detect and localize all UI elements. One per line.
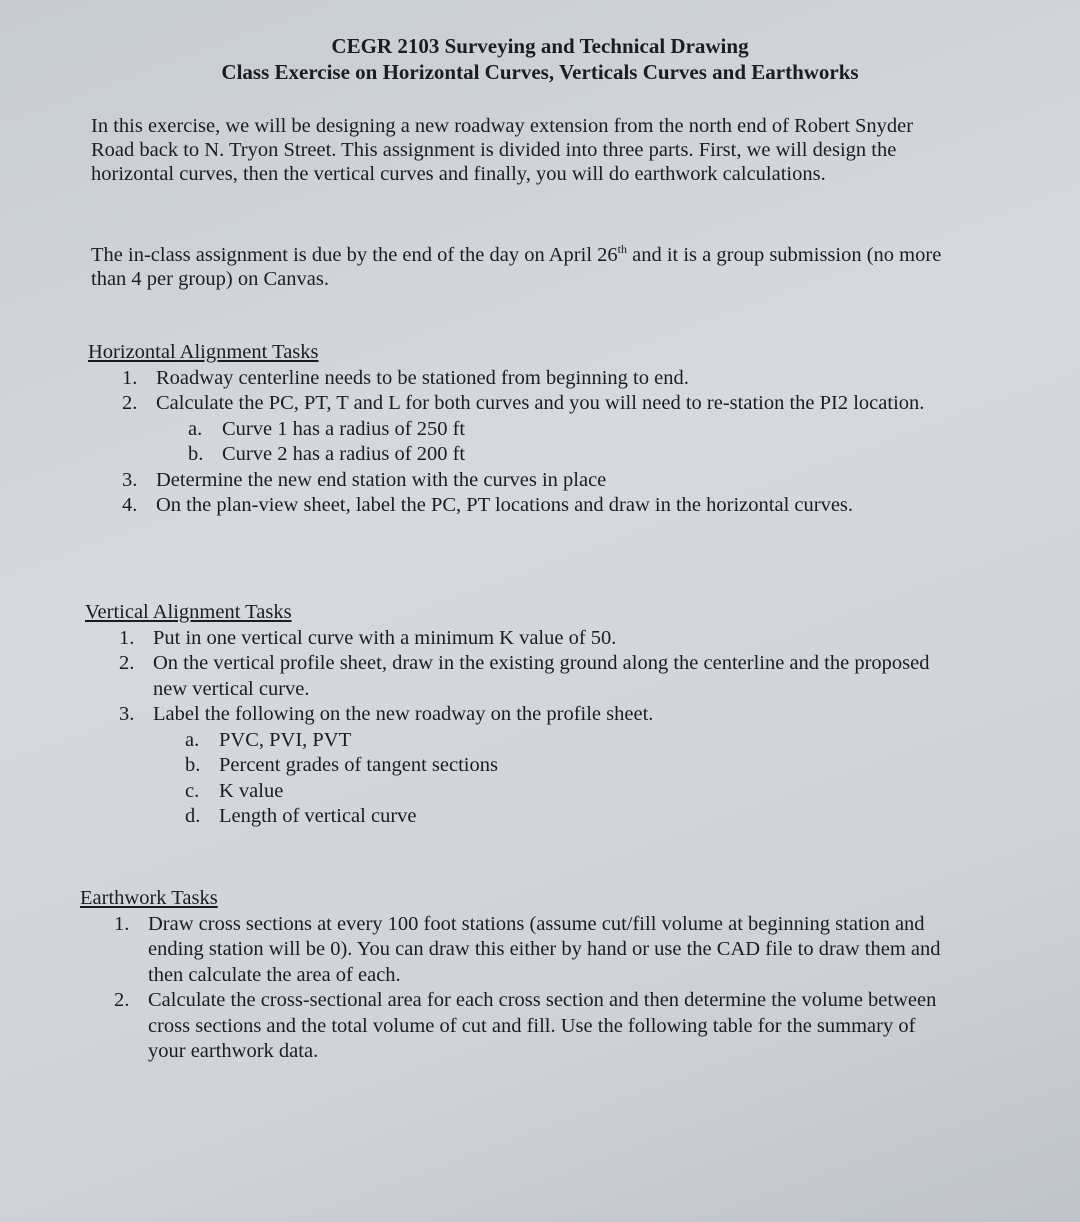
sub-list-item [85,779,945,805]
horizontal-section [88,340,948,519]
item-text: Calculate the cross-sectional area for each cross section and then determine the volume between cross sections and the total volume of cut and fill. Use the following table for the summary of your earthwork data. [148,989,937,1062]
list-item [88,366,948,392]
sub-item-letter: a. [185,728,200,751]
item-text: Label the following on the new roadway on the profile sheet. [153,703,654,725]
sub-list-item [85,728,945,754]
horizontal-sublist [88,417,948,468]
list-item [80,988,950,1065]
list-item [85,702,945,830]
list-item [88,391,948,468]
sub-item-text: Percent grades of tangent sections [219,754,498,776]
item-number: 1. [122,366,138,389]
list-item [88,468,948,494]
earthwork-section [80,886,950,1065]
item-number: 3. [122,468,138,491]
sub-item-letter: a. [188,417,203,440]
sub-item-text: Length of vertical curve [219,805,417,827]
vertical-title: Vertical Alignment Tasks [85,601,292,623]
earthwork-task-list [80,912,950,1065]
sub-item-letter: d. [185,805,201,827]
horizontal-title: Horizontal Alignment Tasks [88,341,319,363]
sub-item-letter: b. [185,754,201,776]
item-text: On the plan-view sheet, label the PC, PT locations and draw in the horizontal curves. [156,494,854,516]
list-item [80,912,950,989]
sub-item-text: Curve 1 has a radius of 250 ft [222,417,466,440]
sub-item-letter: b. [188,443,204,465]
item-number: 2. [114,989,130,1011]
vertical-sublist [85,728,945,830]
item-number: 2. [119,652,135,674]
vertical-task-list [85,626,945,830]
item-text: On the vertical profile sheet, draw in the existing ground along the centerline and the proposed new vertical curve. [153,652,930,700]
due-text-sup: th [617,242,627,256]
sub-list-item [88,417,948,443]
list-item [85,651,945,702]
due-paragraph [91,243,951,291]
sub-item-letter: c. [185,779,200,802]
list-item [85,626,945,652]
item-text: Calculate the PC, PT, T and L for both curves and you will need to re-station the PI2 location. [156,392,925,414]
due-text-after: and it is a group submission (no more than 4 per group) on Canvas. [91,244,942,290]
sub-item-text: Curve 2 has a radius of 200 ft [222,443,466,465]
item-number: 1. [119,626,135,649]
item-number: 1. [114,912,130,935]
sub-item-text: PVC, PVI, PVT [219,728,352,751]
vertical-section [85,600,945,830]
sub-list-item [85,804,945,830]
earthwork-title: Earthwork Tasks [80,887,218,909]
horizontal-task-list [88,366,948,519]
item-number: 2. [122,392,138,414]
item-text: Roadway centerline needs to be stationed from beginning to end. [156,366,689,389]
intro-paragraph: In this exercise, we will be designing a new roadway extension from the north end of Robert Snyder Road back to N. Tryon Street. This assignment is divided into three parts. First, we will design the horizontal curves, then the vertical curves and finally, you will do earthwork calculations. [91,115,914,185]
sub-item-text: K value [219,779,284,802]
item-number: 3. [119,703,135,725]
list-item [88,493,948,519]
item-text: Determine the new end station with the curves in place [156,468,607,491]
item-number: 4. [122,494,138,516]
sub-list-item [85,753,945,779]
document-title: CEGR 2103 Surveying and Technical Drawing [331,34,749,58]
item-text: Draw cross sections at every 100 foot stations (assume cut/fill volume at beginning station and ending station will be 0). You can draw this either by hand or use the CAD file to draw them and then calculate the area of each. [148,912,941,986]
item-text: Put in one vertical curve with a minimum K value of 50. [153,626,617,649]
document-subtitle: Class Exercise on Horizontal Curves, Verticals Curves and Earthworks [221,60,859,84]
sub-list-item [88,442,948,468]
due-text-before: The in-class assignment is due by the end of the day on April 26 [91,244,618,266]
